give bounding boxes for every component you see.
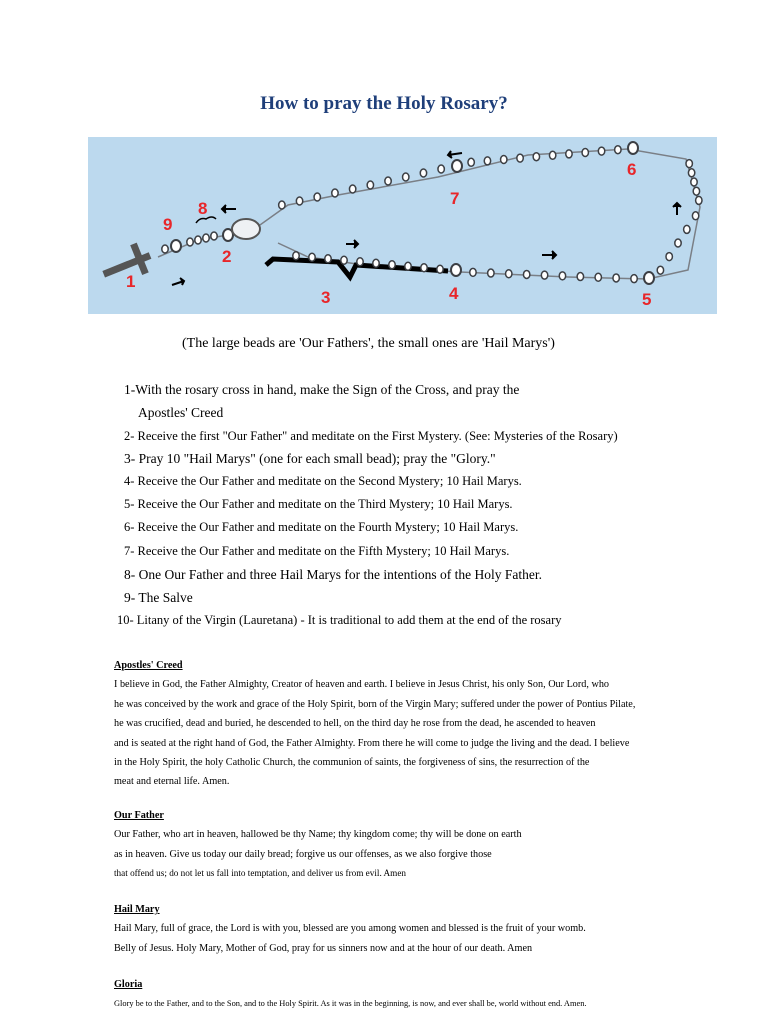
diagram-caption: (The large beads are 'Our Fathers', the small ones are 'Hail Marys'): [182, 336, 555, 351]
bead-number-label: 2: [222, 247, 232, 266]
large-bead: [628, 142, 638, 154]
small-bead: [296, 197, 302, 205]
large-bead: [171, 240, 181, 252]
small-bead: [666, 253, 672, 261]
section-line: Our Father, who art in heaven, hallowed be thy Name; thy kingdom come; thy will be done on earth: [114, 829, 522, 841]
small-bead: [577, 273, 583, 281]
small-bead: [559, 272, 565, 280]
small-bead: [279, 201, 285, 209]
beads-group: [162, 142, 702, 284]
section-line: he was conceived by the work and grace of the Holy Spirit, born of the Virgin Mary; suffered under the power of Pontius Pilate,: [114, 698, 636, 710]
small-bead: [438, 165, 444, 173]
small-bead: [598, 147, 604, 155]
small-bead: [615, 146, 621, 154]
arrow-right-icon: [346, 240, 358, 248]
section-title: Apostles' Creed: [114, 660, 183, 671]
small-bead: [692, 212, 698, 220]
small-bead: [470, 268, 476, 276]
section-line: that offend us; do not let us fall into temptation, and deliver us from evil. Amen: [114, 868, 406, 879]
rosary-diagram: [88, 137, 717, 314]
small-bead: [309, 253, 315, 261]
small-bead: [468, 158, 474, 166]
small-bead: [293, 252, 299, 260]
bead-number-label: 4: [449, 284, 459, 303]
small-bead: [506, 270, 512, 278]
step-10: 10- Litany of the Virgin (Lauretana) - It is traditional to add them at the end of the rosary: [117, 613, 562, 627]
rosary-chain: [158, 149, 700, 279]
small-bead: [675, 239, 681, 247]
gloria-section: [114, 975, 634, 1014]
page-title: How to pray the Holy Rosary?: [260, 93, 508, 114]
small-bead: [349, 185, 355, 193]
small-bead: [533, 153, 539, 161]
small-bead: [696, 196, 702, 204]
small-bead: [595, 273, 601, 281]
small-bead: [341, 256, 347, 264]
small-bead: [631, 275, 637, 283]
small-bead: [389, 261, 395, 269]
arrow-up-icon: [673, 203, 681, 215]
our-father-section: [114, 806, 634, 884]
step-1: 1-With the rosary cross in hand, make the Sign of the Cross, and pray the: [124, 382, 520, 397]
small-bead: [541, 271, 547, 279]
section-line: and is seated at the right hand of God, the Father Almighty. From there he will come to judge the living and the dead. I believe: [114, 737, 630, 749]
small-bead: [314, 193, 320, 201]
small-bead: [437, 265, 443, 273]
step-5: 5- Receive the Our Father and meditate on the Third Mystery; 10 Hail Marys.: [124, 497, 513, 511]
small-bead: [566, 150, 572, 158]
section-line: meat and eternal life. Amen.: [114, 776, 230, 788]
section-line: he was crucified, dead and buried, he descended to hell, on the third day he rose from the dead, he ascended to heaven: [114, 718, 596, 730]
bead-number-label: 5: [642, 290, 652, 309]
apostles-creed-section: [114, 656, 634, 792]
bead-number-label: 8: [198, 199, 208, 218]
small-bead: [501, 156, 507, 164]
arrow-left-icon: [448, 151, 462, 158]
small-bead: [325, 255, 331, 263]
section-line: in the Holy Spirit, the holy Catholic Church, the communion of saints, the forgiveness of sins, the resurrection of the: [114, 757, 590, 769]
bead-number-label: 1: [126, 272, 136, 291]
section-title: Our Father: [114, 810, 164, 821]
small-bead: [357, 258, 363, 266]
section-title: Hail Mary: [114, 904, 160, 915]
small-bead: [385, 177, 391, 185]
small-bead: [211, 232, 217, 240]
bead-number-label: 7: [450, 189, 460, 208]
rosary-illustration: [88, 137, 717, 314]
small-bead: [484, 157, 490, 165]
small-bead: [523, 270, 529, 278]
arrow-right-icon: [542, 251, 556, 259]
step-6: 6- Receive the Our Father and meditate on the Fourth Mystery; 10 Hail Marys.: [124, 520, 519, 534]
arrow-left-icon: [222, 205, 236, 213]
section-line: Glory be to the Father, and to the Son, and to the Holy Spirit. As it was in the beginning, is now, and ever shall be, world without end. Amen.: [114, 999, 587, 1009]
step-1-cont: Apostles' Creed: [138, 405, 224, 420]
step-7: 7- Receive the Our Father and meditate on the Fifth Mystery; 10 Hail Marys.: [124, 544, 510, 558]
bead-number-label: 3: [321, 288, 331, 307]
small-bead: [688, 169, 694, 177]
large-bead: [451, 264, 461, 276]
small-bead: [420, 169, 426, 177]
small-bead: [488, 269, 494, 277]
small-bead: [693, 187, 699, 195]
step-3: 3- Pray 10 "Hail Marys" (one for each small bead); pray the "Glory.": [124, 451, 496, 466]
small-bead: [187, 238, 193, 246]
bead-number-label: 9: [163, 215, 173, 234]
small-bead: [686, 160, 692, 168]
section-title: Gloria: [114, 979, 143, 990]
small-bead: [367, 181, 373, 189]
small-bead: [162, 245, 168, 253]
rosary-medal: [232, 219, 260, 239]
step-8: 8- One Our Father and three Hail Marys for the intentions of the Holy Father.: [124, 567, 543, 582]
section-line: Belly of Jesus. Holy Mary, Mother of God, pray for us sinners now and at the hour of our death. Amen: [114, 942, 533, 954]
small-bead: [657, 266, 663, 274]
step-9: 9- The Salve: [124, 590, 193, 605]
small-bead: [332, 189, 338, 197]
small-bead: [613, 274, 619, 282]
small-bead: [421, 264, 427, 272]
small-bead: [549, 151, 555, 159]
step-4: 4- Receive the Our Father and meditate on the Second Mystery; 10 Hail Marys.: [124, 474, 522, 488]
small-bead: [373, 259, 379, 267]
section-line: I believe in God, the Father Almighty, Creator of heaven and earth. I believe in Jesus Christ, his only Son, Our Lord, who: [114, 679, 610, 691]
small-bead: [691, 178, 697, 186]
small-bead: [195, 236, 201, 244]
step-2: 2- Receive the first "Our Father" and meditate on the First Mystery. (See: Mysteries of the Rosary): [124, 429, 618, 443]
arrow-right-icon: [172, 278, 184, 285]
small-bead: [405, 262, 411, 270]
small-bead: [403, 173, 409, 181]
small-bead: [582, 149, 588, 157]
bead-number-label: 6: [627, 160, 637, 179]
small-bead: [684, 225, 690, 233]
large-bead: [644, 272, 654, 284]
section-line: as in heaven. Give us today our daily bread; forgive us our offenses, as we also forgive those: [114, 848, 492, 860]
small-bead: [203, 234, 209, 242]
section-line: Hail Mary, full of grace, the Lord is with you, blessed are you among women and blessed is the fruit of your womb.: [114, 923, 586, 935]
hail-mary-section: [114, 900, 634, 958]
small-bead: [517, 154, 523, 162]
large-bead: [452, 160, 462, 172]
